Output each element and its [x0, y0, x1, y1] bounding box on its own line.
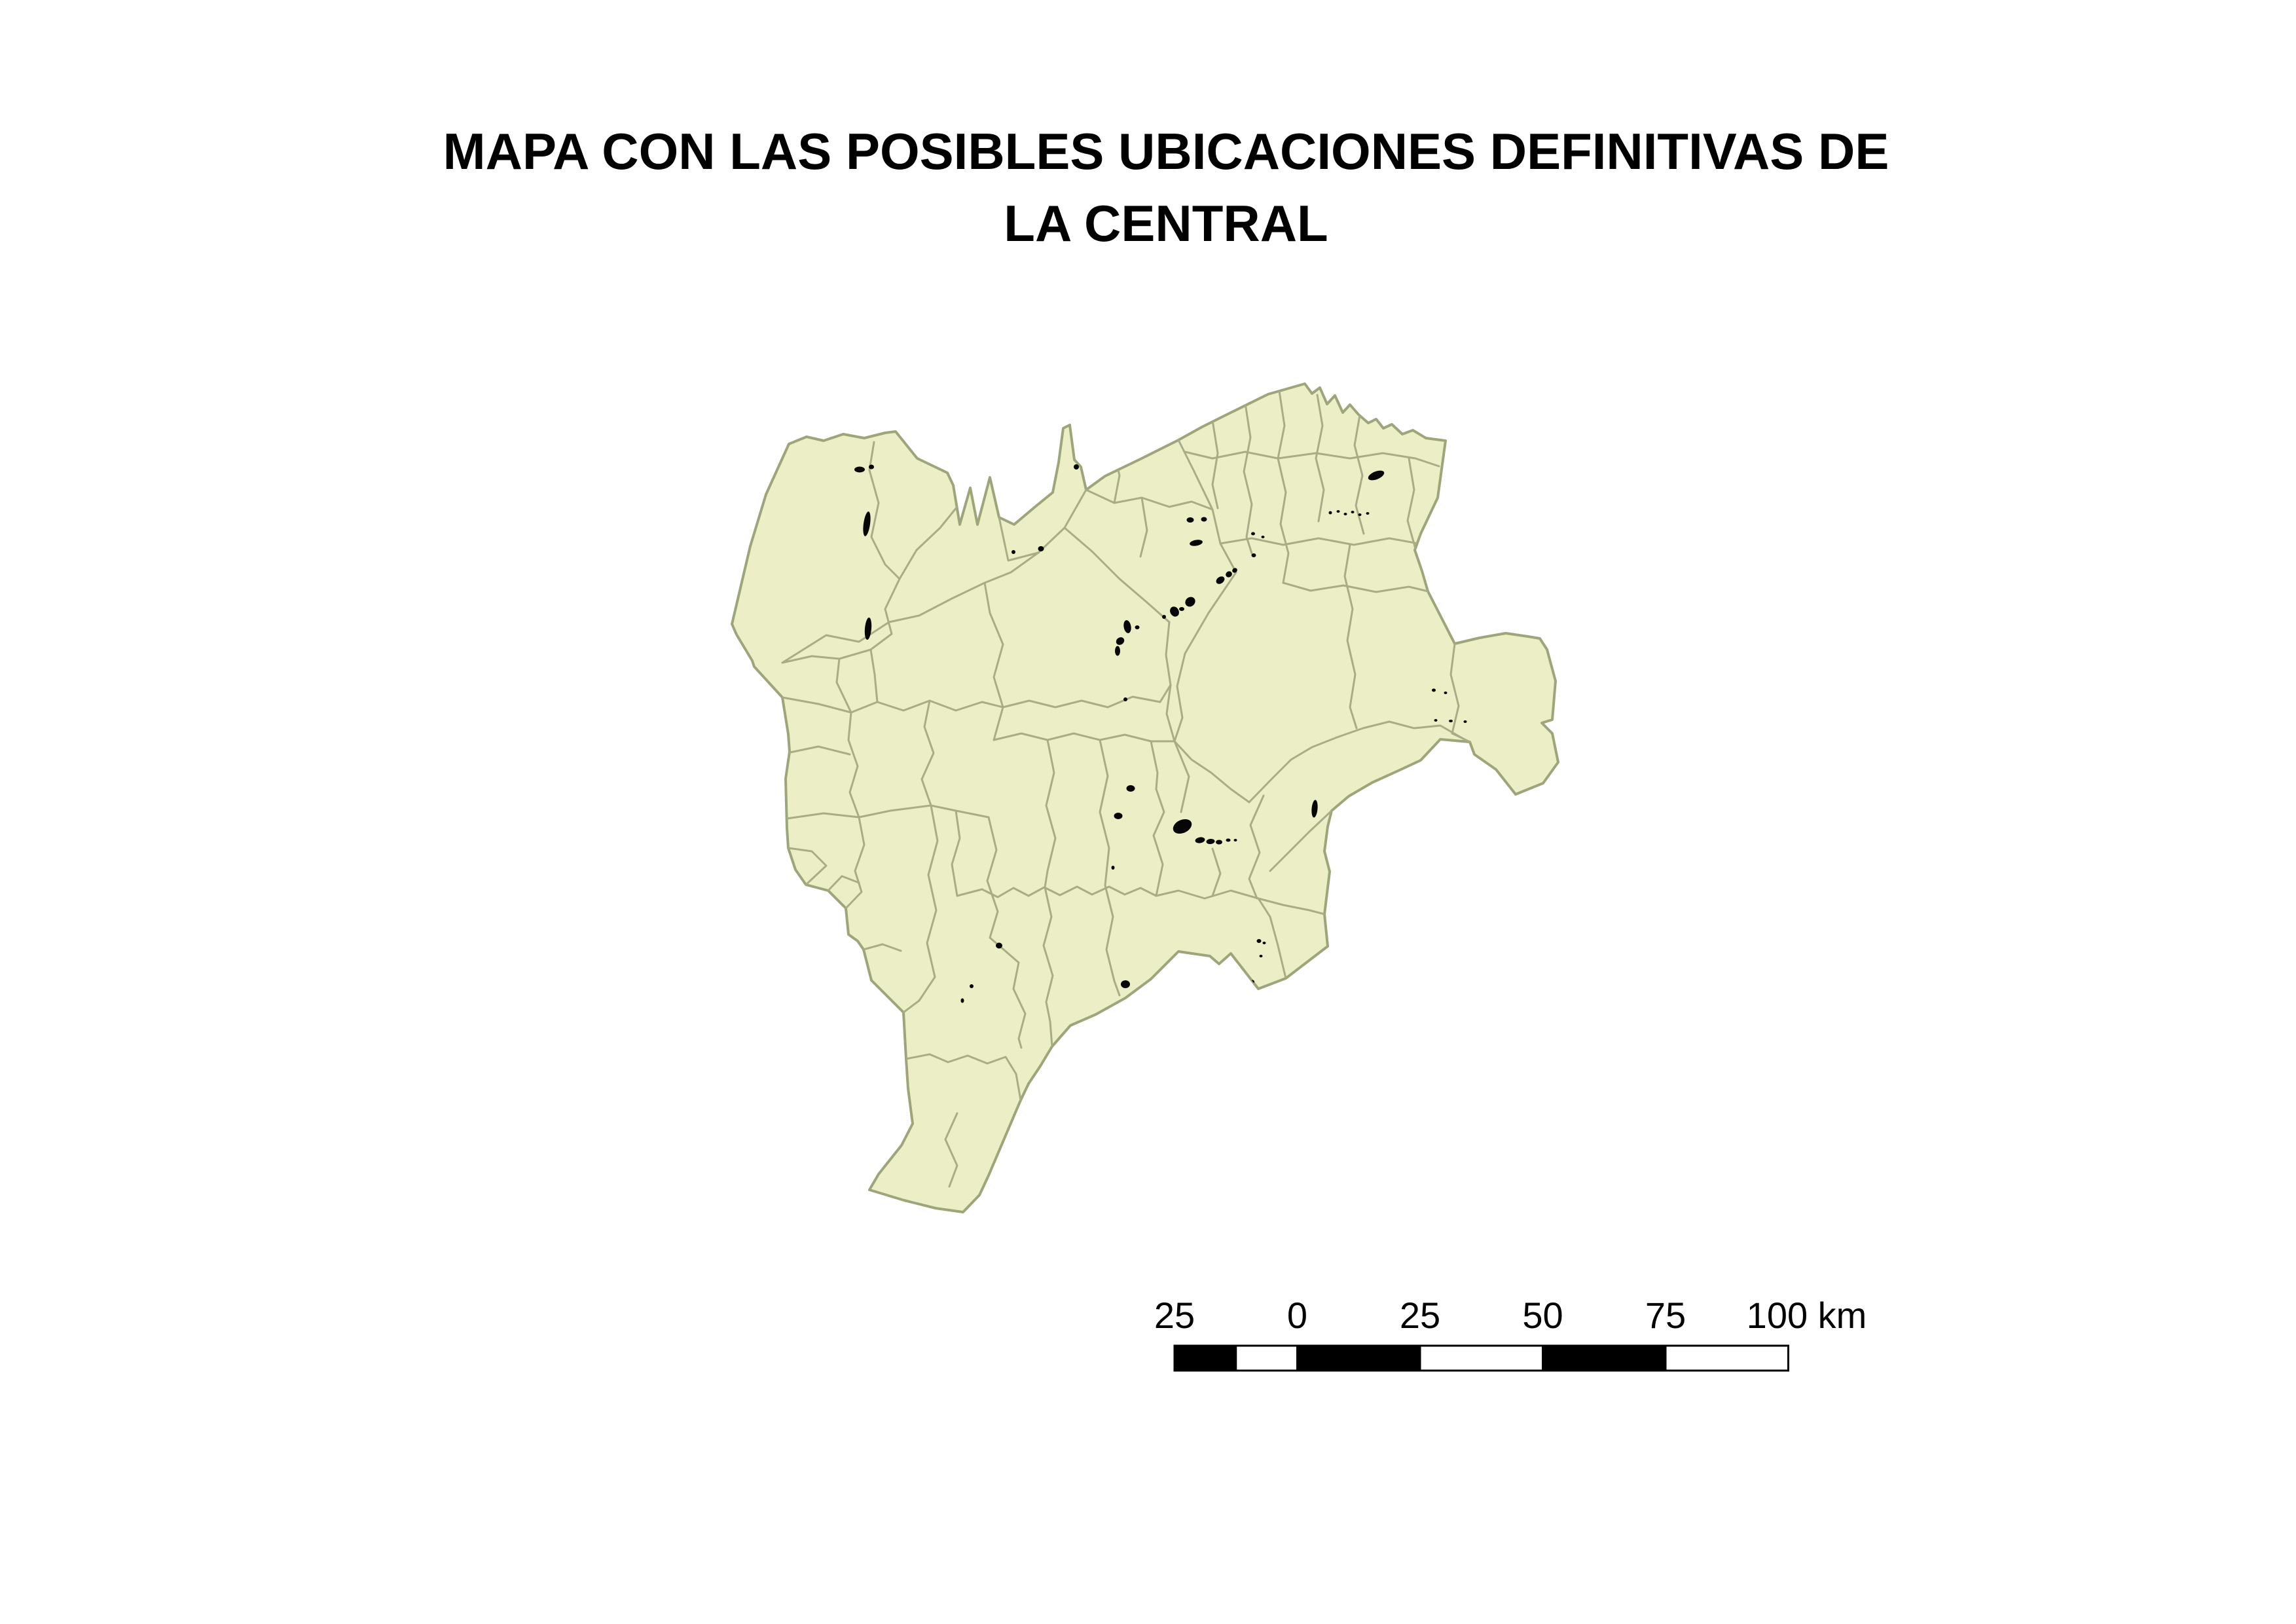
scale-bar-segment	[1175, 1346, 1236, 1371]
province-outline	[732, 384, 1558, 1212]
location-mark	[854, 467, 865, 473]
location-mark	[1179, 607, 1184, 611]
location-mark	[1104, 1077, 1110, 1084]
location-mark	[1329, 511, 1332, 515]
scale-bar-label: 25	[1154, 1295, 1195, 1336]
scale-bar-segment	[1666, 1346, 1789, 1371]
location-mark	[1187, 517, 1194, 523]
location-mark	[1011, 550, 1015, 554]
location-mark	[1038, 546, 1044, 551]
scale-bar-segment	[1543, 1346, 1666, 1371]
location-mark	[1226, 839, 1231, 842]
scale-bar-label: 0	[1286, 1295, 1308, 1336]
page-title-line2: LA CENTRAL	[1004, 194, 1328, 252]
location-mark	[1114, 813, 1123, 819]
location-mark	[1449, 720, 1453, 722]
location-mark	[1464, 720, 1467, 723]
location-mark	[1444, 692, 1448, 694]
location-mark	[1366, 512, 1370, 515]
location-mark	[970, 984, 974, 988]
location-mark	[1115, 646, 1120, 656]
province-map	[732, 384, 1558, 1212]
location-mark	[1251, 532, 1255, 536]
location-mark	[1257, 939, 1262, 943]
location-mark	[1358, 513, 1362, 516]
location-mark	[1121, 980, 1130, 988]
location-mark	[1351, 511, 1355, 513]
location-mark	[869, 465, 874, 470]
location-mark	[1262, 536, 1265, 538]
location-mark	[1127, 785, 1135, 792]
scale-bar-segment	[1420, 1346, 1543, 1371]
location-mark	[961, 999, 964, 1003]
location-mark	[1123, 697, 1127, 701]
location-mark	[1162, 615, 1166, 619]
location-mark	[996, 943, 1002, 949]
location-mark	[1112, 866, 1115, 870]
page-title-line1: MAPA CON LAS POSIBLES UBICACIONES DEFINITIVAS DE	[443, 122, 1889, 180]
location-mark	[1201, 517, 1207, 522]
location-mark	[1432, 689, 1436, 692]
scale-bar-label: 50	[1522, 1295, 1563, 1336]
scale-bar-segment	[1298, 1346, 1421, 1371]
scale-bar-segment	[1236, 1346, 1298, 1371]
location-mark	[1344, 513, 1347, 515]
location-mark	[1074, 464, 1079, 470]
scale-bar-label: 100 km	[1746, 1295, 1867, 1336]
location-mark	[1263, 942, 1266, 944]
location-mark	[1260, 955, 1263, 957]
location-mark	[1216, 840, 1222, 845]
location-mark	[1135, 625, 1140, 629]
location-mark	[1252, 553, 1256, 557]
location-mark	[1337, 510, 1340, 513]
scale-bar-label: 25	[1399, 1295, 1441, 1336]
location-mark	[1234, 839, 1237, 841]
location-mark	[1434, 719, 1438, 722]
scale-bar	[1154, 1295, 1867, 1371]
scale-bar-label: 75	[1645, 1295, 1686, 1336]
